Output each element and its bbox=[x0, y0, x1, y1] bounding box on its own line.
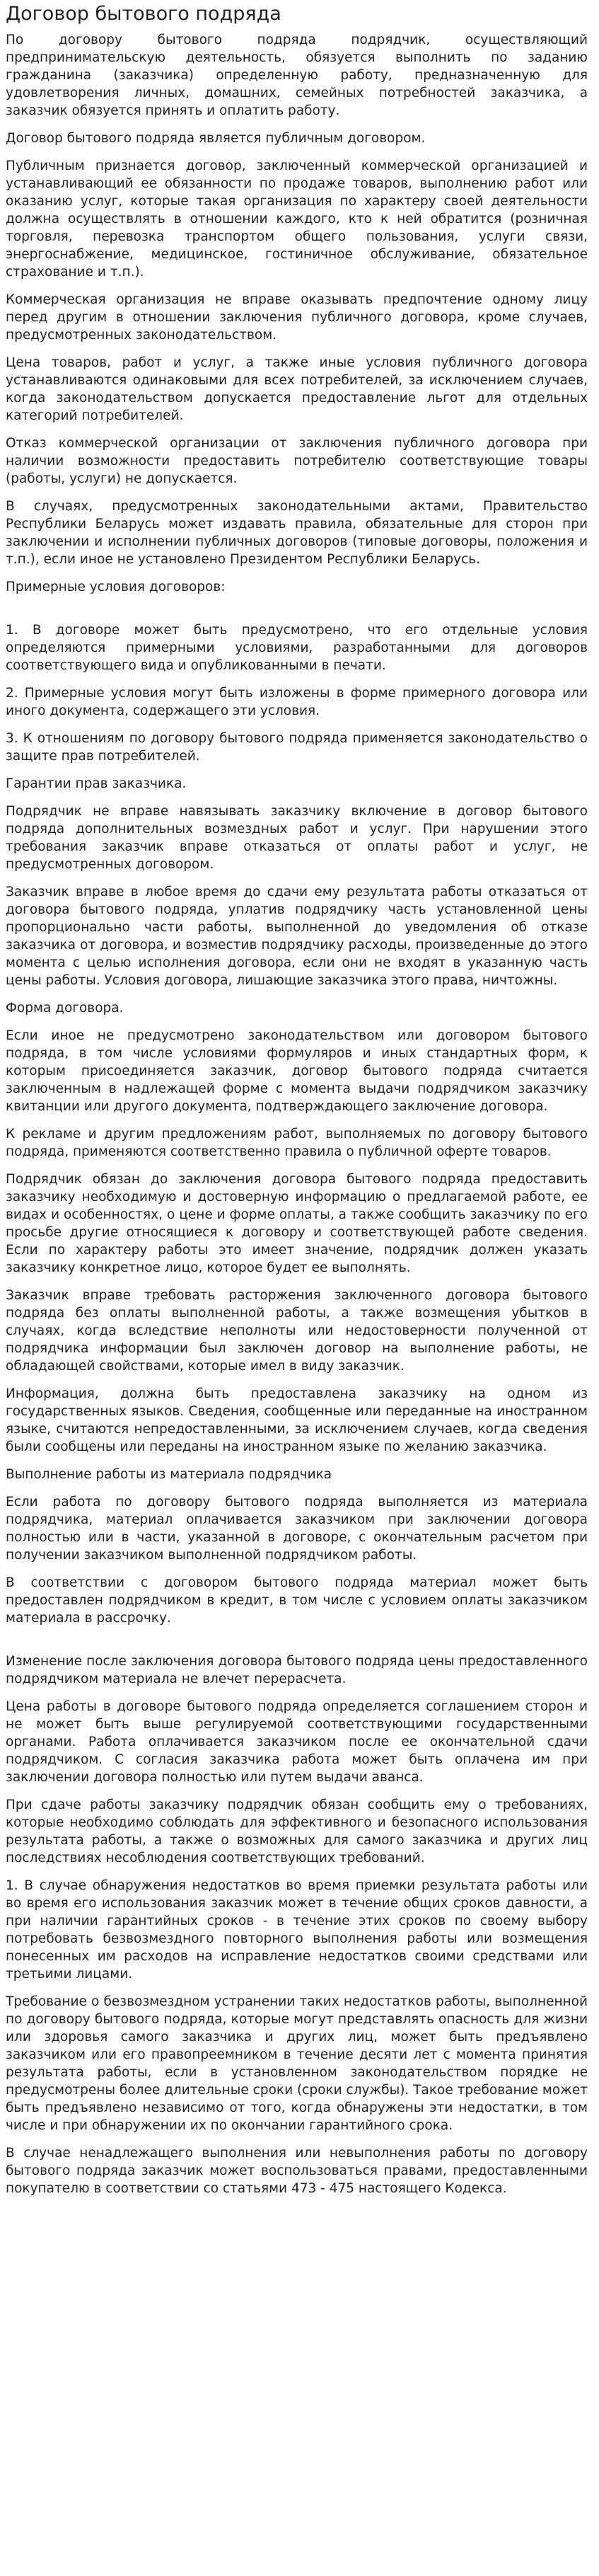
paragraph: Договор бытового подряда является публичным договором. bbox=[6, 131, 426, 146]
paragraph: Цена товаров, работ и услуг, а также иные условия публичного договора устанавливаются одинаковыми для всех потребителей, за исключением случаев, когда законодательством допускается предоставление льгот для отдельных категорий потребителей. bbox=[6, 355, 588, 423]
paragraph: Требование о безвозмездном устранении таких недостатков работы, выполненной по договору бытового подряда, которые могут представлять опасность для жизни или здоровья самого заказчика и других лиц, может быть предъявлено заказчиком или его правопреемником в течение десяти лет с момента принятия результата работы, если в установленном законодательством порядке не предусмотрены более длительные сроки (сроки службы). Такое требование может быть предъявлено независимо от того, когда обнаружены эти недостатки, в том числе и при обнаружении их по окончании гарантийного срока. bbox=[6, 1994, 588, 2133]
paragraph: В случае ненадлежащего выполнения или невыполнения работы по договору бытового подряда заказчик может воспользоваться правами, предоставленными покупателю в соответствии со статьями 473 - 475 настоящего Кодекса. bbox=[6, 2146, 588, 2196]
paragraph: В случаях, предусмотренных законодательными актами, Правительство Республики Беларусь может издавать правила, обязательные для сторон при заключении и исполнении публичных договоров (типовые договоры, положения и т.п.), если иное не установлено Президентом Республики Беларусь. bbox=[6, 499, 588, 567]
paragraph: Заказчик вправе требовать расторжения заключенного договора бытового подряда без оплаты выполненной работы, а также возмещения убытков в случаях, когда вследствие неполноты или недостоверности полученной от подрядчика информации был заключен договор на выполнение работы, не обладающей свойствами, которые имел в виду заказчик. bbox=[6, 1288, 588, 1374]
section-heading: Выполнение работы из материала подрядчика bbox=[6, 1467, 332, 1482]
section-heading: Примерные условия договоров: bbox=[6, 580, 226, 594]
paragraph: В соответствии с договором бытового подряда материал может быть предоставлен подрядчиком в кредит, в том числе с условием оплаты заказчиком материала в рассрочку. bbox=[6, 1575, 588, 1626]
list-item: 1. В случае обнаружения недостатков во время приемки результата работы или во время его использования заказчик может в течение общих сроков давности, а при наличии гарантийных сроков - в течение этих сроков по своему выбору потребовать безвозмездного повторного выполнения работы или возмещения понесенных им расходов на исправление недостатков своими средствами или третьими лицами. bbox=[6, 1878, 588, 1982]
paragraph: По договору бытового подряда подрядчик, осуществляющий предпринимательскую деятельность, обязуется выполнить по заданию гражданина (заказчика) определенную работу, предназначенную для удовлетворения личных, домашних, семейных потребностей заказчика, а заказчик обязуется принять и оплатить работу. bbox=[6, 33, 588, 118]
paragraph: Заказчик вправе в любое время до сдачи ему результата работы отказаться от договора бытового подряда, уплатив подрядчику часть установленной цены пропорционально части работы, выполненной до уведомления об отказе заказчика от договора, и возместив подрядчику расходы, произведенные до этого момента с целью исполнения договора, если они не входят в указанную часть цены работы. Условия договора, лишающие заказчика этого права, ничтожны. bbox=[6, 885, 588, 988]
paragraph: Подрядчик не вправе навязывать заказчику включение в договор бытового подряда дополнительных возмездных работ и услуг. При нарушении этого требования заказчик вправе отказаться от оплаты работ и услуг, не предусмотренных договором. bbox=[6, 804, 588, 872]
paragraph: Подрядчик обязан до заключения договора бытового подряда предоставить заказчику необходимую и достоверную информацию о предлагаемой работе, ее видах и особенностях, о цене и форме оплаты, а также сообщить заказчику по его просьбе другие относящиеся к договору и соответствующей работе сведения. Если по характеру работы это имеет значение, подрядчик должен указать заказчику конкретное лицо, которое будет ее выполнять. bbox=[6, 1172, 588, 1275]
paragraph: Отказ коммерческой организации от заключения публичного договора при наличии возможности предоставить потребителю соответствующие товары (работы, услуги) не допускается. bbox=[6, 436, 588, 486]
paragraph: К рекламе и другим предложениям работ, выполняемых по договору бытового подряда, применяются соответственно правила о публичной оферте товаров. bbox=[6, 1127, 588, 1159]
section-heading: Форма договора. bbox=[6, 1001, 124, 1016]
page-title: Договор бытового подряда bbox=[6, 3, 281, 25]
list-item: 2. Примерные условия могут быть изложены в форме примерного договора или иного документа, содержащего эти условия. bbox=[6, 686, 588, 718]
paragraph: Если иное не предусмотрено законодательством или договором бытового подряда, в том числе условиями формуляров и иных стандартных форм, к которым присоединяется заказчик, договор бытового подряда считается заключенным в надлежащей форме с момента выдачи подрядчиком заказчику квитанции или другого документа, подтверждающего заключение договора. bbox=[6, 1028, 588, 1114]
paragraph: Коммерческая организация не вправе оказывать предпочтение одному лицу перед другим в отношении заключения публичного договора, кроме случаев, предусмотренных законодательством. bbox=[6, 292, 588, 343]
spacer bbox=[6, 1637, 588, 1652]
spacer bbox=[6, 606, 588, 621]
paragraph: Публичным признается договор, заключенный коммерческой организацией и устанавливающий ее обязанности по продаже товаров, выполнению работ или оказанию услуг, которые такая организация по характеру своей деятельности должна осуществлять в отношении каждого, кто к ней обратится (розничная торговля, перевозка транспортом общего пользования, услуги связи, энергоснабжение, медицинское, гостиничное обслуживание, обязательное страхование и т.п.). bbox=[6, 159, 588, 280]
list-item: 3. К отношениям по договору бытового подряда применяется законодательство о защите прав потребителей. bbox=[6, 731, 588, 764]
list-item: 1. В договоре может быть предусмотрено, что его отдельные условия определяются примерными условиями, разработанными для договоров соответствующего вида и опубликованными в печати. bbox=[6, 623, 588, 673]
paragraph: Информация, должна быть предоставлена заказчику на одном из государственных языков. Сведения, сообщенные или переданные на иностранном языке, считаются непредоставленными, за исключением случаев, когда сведения были сообщены или переданы на иностранном языке по желанию заказчика. bbox=[6, 1386, 588, 1454]
paragraph: Изменение после заключения договора бытового подряда цены предоставленного подрядчиком материала не влечет перерасчета. bbox=[6, 1654, 588, 1686]
paragraph: При сдаче работы заказчику подрядчик обязан сообщить ему о требованиях, которые необходимо соблюдать для эффективного и безопасного использования результата работы, а также о возможных для самого заказчика и других лиц последствиях несоблюдения соответствующих требований. bbox=[6, 1798, 588, 1865]
paragraph: Если работа по договору бытового подряда выполняется из материала подрядчика, материал оплачивается заказчиком при заключении договора полностью или в части, указанной в договоре, с окончательным расчетом при получении заказчиком выполненной подрядчиком работы. bbox=[6, 1495, 588, 1563]
section-heading: Гарантии прав заказчика. bbox=[6, 776, 187, 791]
paragraph: Цена работы в договоре бытового подряда определяется соглашением сторон и не может быть выше регулируемой соответствующими государственными органами. Работа оплачивается заказчиком после ее окончательной сдачи подрядчиком. С согласия заказчика работа может быть оплачена им при заключении договора полностью или путем выдачи аванса. bbox=[6, 1699, 588, 1785]
